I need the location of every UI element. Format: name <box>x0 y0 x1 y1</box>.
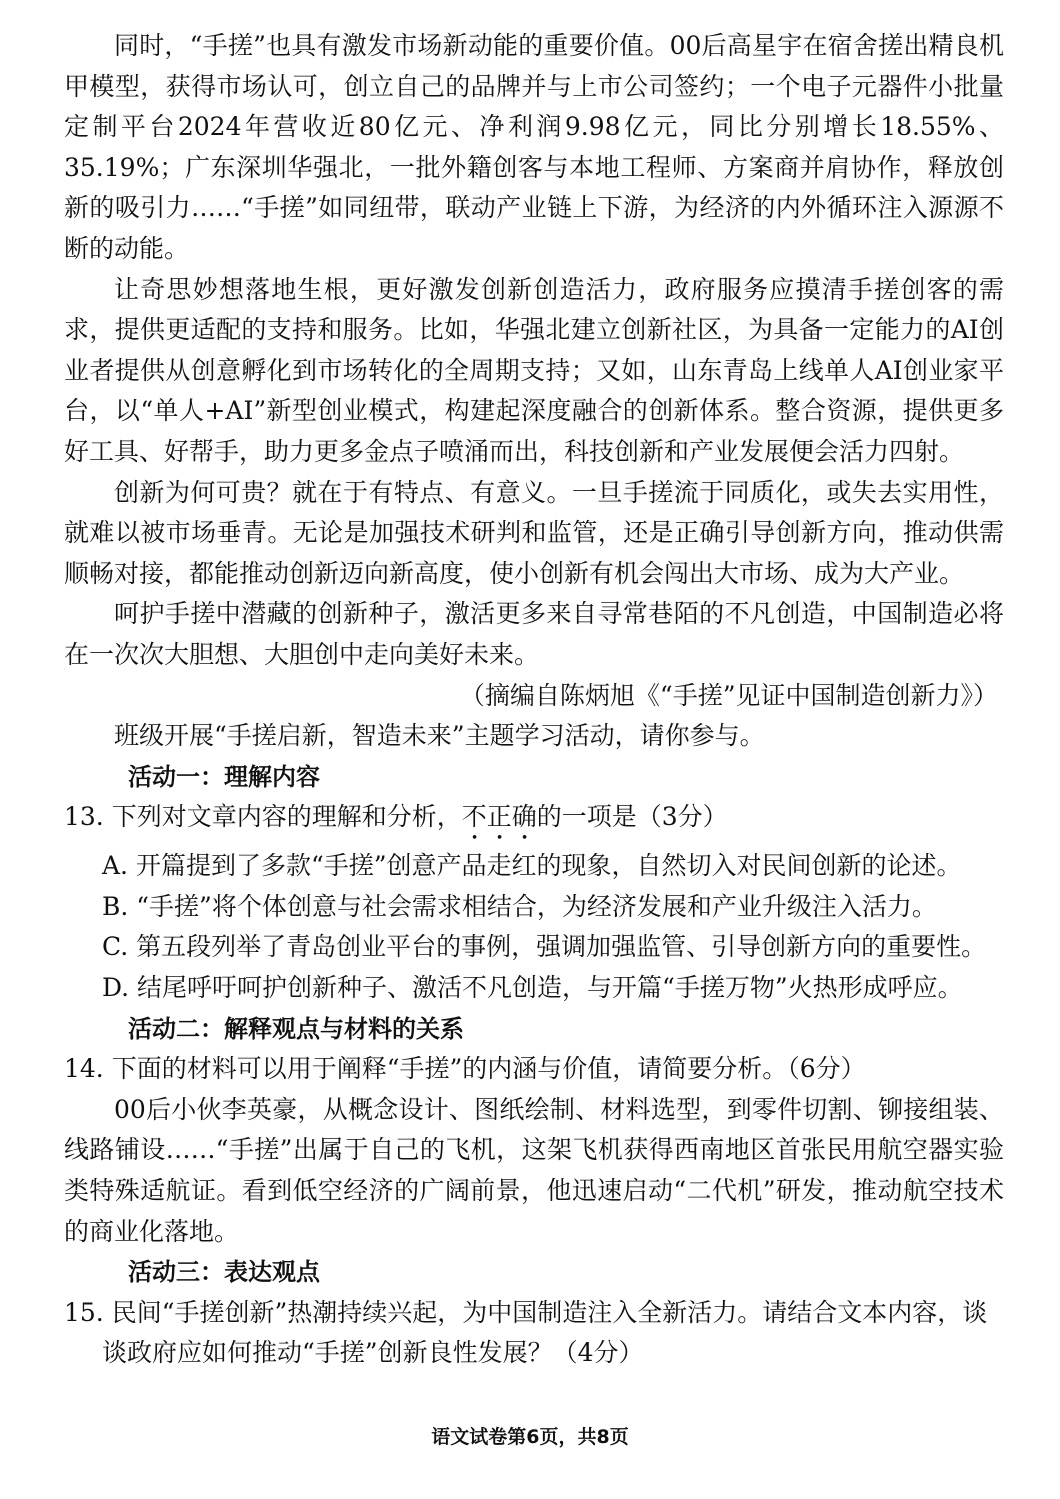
exam-page <box>64 26 1004 1374</box>
page-footer: 语文试卷第6页，共8页 <box>431 1426 629 1448</box>
activity-heading: 活动三：表达观点 <box>128 1258 320 1287</box>
question-14: 14. 下面的材料可以用于阐释“手搓”的内涵与价值，请简要分析。（6分） <box>64 1054 866 1084</box>
article-paragraph: 让奇思妙想落地生根，更好激发创新创造活力，政府服务应摸清手搓创客的需求，提供更适配的支持和服务。比如，华强北建立创新社区，为具备一定能力的AI创业者提供从创意孵化到市场转化的全周期支持；又如，山东青岛上线单人AI创业家平台，以“单人+AI”新型创业模式，构建起深度融合的创新体系。整合资源，提供更多好工具、好帮手，助力更多金点子喷涌而出，科技创新和产业发展便会活力四射。 <box>64 274 1004 466</box>
question-15: 15. 民间“手搓创新”热潮持续兴起，为中国制造注入全新活力。请结合文本内容，谈谈政府应如何推动“手搓”创新良性发展？（4分） <box>64 1297 988 1368</box>
emphasis-text: 不正确 <box>461 802 537 832</box>
activity-intro: 班级开展“手搓启新，智造未来”主题学习活动，请你参与。 <box>114 721 765 751</box>
article-paragraph: 同时，“手搓”也具有激发市场新动能的重要价值。00后高星宇在宿舍搓出精良机甲模型，获得市场认可，创立自己的品牌并与上市公司签约；一个电子元器件小批量定制平台2024年营收近80亿元、净利润9.98亿元，同比分别增长18.55%、35.19%；广东深圳华强北，一批外籍创客与本地工程师、方案商并肩协作，释放创新的吸引力……“手搓”如同纽带，联动产业链上下游，为经济的内外循环注入源源不断的动能。 <box>64 31 1004 263</box>
question-14-material: 00后小伙李英豪，从概念设计、图纸绘制、材料选型，到零件切割、铆接组装、线路铺设……“手搓”出属于自己的飞机，这架飞机获得西南地区首张民用航空器实验类特殊适航证。看到低空经济的广阔前景，他迅速启动“二代机”研发，推动航空技术的商业化落地。 <box>64 1094 1004 1246</box>
article-source: （摘编自陈炳旭《“手搓”见证中国制造创新力》） <box>459 680 998 710</box>
activity-heading: 活动二：解释观点与材料的关系 <box>128 1014 464 1043</box>
option-b: B. “手搓”将个体创意与社会需求相结合，为经济发展和产业升级注入活力。 <box>102 891 937 921</box>
article-paragraph: 创新为何可贵？就在于有特点、有意义。一旦手搓流于同质化，或失去实用性，就难以被市场垂青。无论是加强技术研判和监管，还是正确引导创新方向，推动供需顺畅对接，都能推动创新迈向新高度，使小创新有机会闯出大市场、成为大产业。 <box>64 477 1004 588</box>
article-paragraph: 呵护手搓中潜藏的创新种子，激活更多来自寻常巷陌的不凡创造，中国制造必将在一次次大胆想、大胆创中走向美好未来。 <box>64 599 1004 669</box>
question-13-points: 的一项是（3分） <box>536 802 728 832</box>
question-13 <box>64 797 1004 846</box>
question-13-stem: 13. 下列对文章内容的理解和分析， <box>64 802 462 832</box>
option-d: D. 结尾呼吁呵护创新种子、激活不凡创造，与开篇“手搓万物”火热形成呼应。 <box>102 973 963 1003</box>
option-c: C. 第五段列举了青岛创业平台的事例，强调加强监管、引导创新方向的重要性。 <box>102 932 987 962</box>
activity-heading: 活动一：理解内容 <box>128 762 320 791</box>
option-a: A. 开篇提到了多款“手搓”创意产品走红的现象，自然切入对民间创新的论述。 <box>102 851 962 881</box>
